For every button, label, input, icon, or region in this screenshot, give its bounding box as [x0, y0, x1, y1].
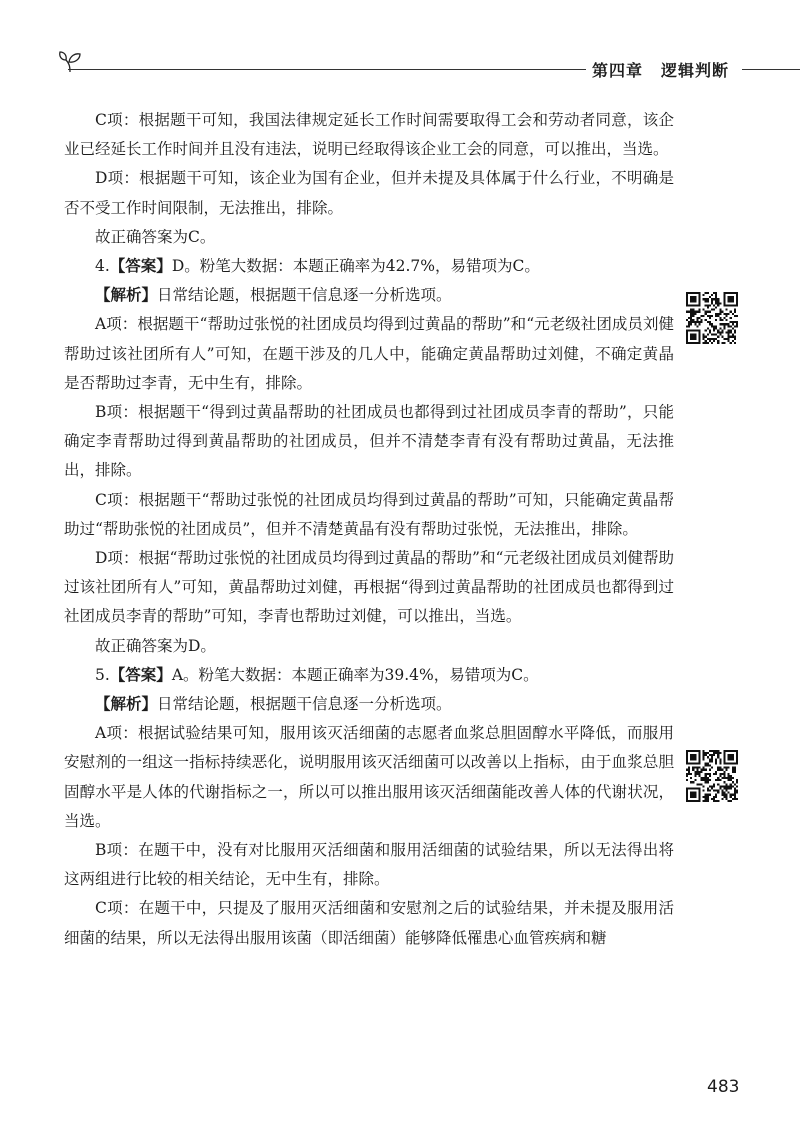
- q4-answer-line: [64, 252, 674, 281]
- q5-option-a: A项：根据试验结果可知，服用该灭活细菌的志愿者血浆总胆固醇水平降低，而服用安慰剂的一组这一指标持续恶化，说明服用该灭活细菌可以改善以上指标，由于血浆总胆固醇水平是人体的代谢指标之一，所以可以推出服用该灭活细菌能改善人体的代谢状况，当选。: [64, 724, 674, 830]
- header-rule-left: [68, 69, 586, 70]
- q5-analysis-line: [64, 690, 674, 719]
- paragraph: C项：根据题干可知，我国法律规定延长工作时间需要取得工会和劳动者同意，该企业已经延长工作时间并且没有违法，说明已经取得该企业工会的同意，可以推出，当选。: [64, 111, 674, 159]
- q5-option-b: B项：在题干中，没有对比服用灭活细菌和服用活细菌的试验结果，所以无法得出将这两组进行比较的相关结论，无中生有，排除。: [64, 841, 674, 889]
- q5-option-c: C项：在题干中，只提及了服用灭活细菌和安慰剂之后的试验结果，并未提及服用活细菌的结果，所以无法得出服用该菌（即活细菌）能够降低罹患心血管疾病和糖: [64, 899, 674, 947]
- q4-option-c: C项：根据题干“帮助过张悦的社团成员均得到过黄晶的帮助”可知，只能确定黄晶帮助过“帮助张悦的社团成员”，但并不清楚黄晶有没有帮助过张悦，无法推出，排除。: [64, 490, 674, 538]
- q5-answer-line: [64, 661, 674, 690]
- qr-code-icon[interactable]: [686, 750, 738, 802]
- analysis-text: 日常结论题，根据题干信息逐一分析选项。: [157, 286, 452, 305]
- page-header: [0, 0, 800, 90]
- page-body: [64, 106, 674, 953]
- analysis-tag: 【解析】: [95, 695, 158, 714]
- q4-analysis-line: [64, 281, 674, 310]
- analysis-tag: 【解析】: [95, 286, 158, 305]
- q4-option-a: A项：根据题干“帮助过张悦的社团成员均得到过黄晶的帮助”和“元老级社团成员刘健帮助过该社团所有人”可知，在题干涉及的几人中，能确定黄晶帮助过刘健，不确定黄晶是否帮助过李青，无中生有，排除。: [64, 315, 674, 392]
- q4-option-b: B项：根据题干“得到过黄晶帮助的社团成员也都得到过社团成员李青的帮助”，只能确定李青帮助过得到黄晶帮助的社团成员，但并不清楚李青有没有帮助过黄晶，无法推出，排除。: [64, 403, 674, 480]
- chapter-title: 逻辑判断: [661, 61, 730, 80]
- answer-text: A。粉笔大数据：本题正确率为39.4%，易错项为C。: [171, 665, 539, 684]
- conclusion: 故正确答案为C。: [95, 227, 216, 246]
- answer-tag: 【答案】: [109, 257, 172, 276]
- page-number: 483: [707, 1077, 740, 1097]
- answer-tag: 【答案】: [109, 665, 172, 684]
- header-rule-right: [742, 69, 800, 70]
- chapter-number: 第四章: [592, 61, 644, 80]
- question-number: 5.: [95, 665, 110, 684]
- question-number: 4.: [95, 257, 110, 276]
- analysis-text: 日常结论题，根据题干信息逐一分析选项。: [157, 695, 452, 714]
- chapter-heading: [592, 58, 729, 81]
- paragraph: D项：根据题干可知，该企业为国有企业，但并未提及具体属于什么行业，不明确是否不受工作时间限制，无法推出，排除。: [64, 169, 674, 217]
- conclusion: 故正确答案为D。: [95, 636, 216, 655]
- qr-code-icon[interactable]: [686, 292, 738, 344]
- sprout-icon: [58, 50, 88, 74]
- answer-text: D。粉笔大数据：本题正确率为42.7%，易错项为C。: [171, 257, 540, 276]
- q4-option-d: D项：根据“帮助过张悦的社团成员均得到过黄晶的帮助”和“元老级社团成员刘健帮助过该社团所有人”可知，黄晶帮助过刘健，再根据“得到过黄晶帮助的社团成员也都得到过社团成员李青的帮助”可知，李青也帮助过刘健，可以推出，当选。: [64, 549, 674, 626]
